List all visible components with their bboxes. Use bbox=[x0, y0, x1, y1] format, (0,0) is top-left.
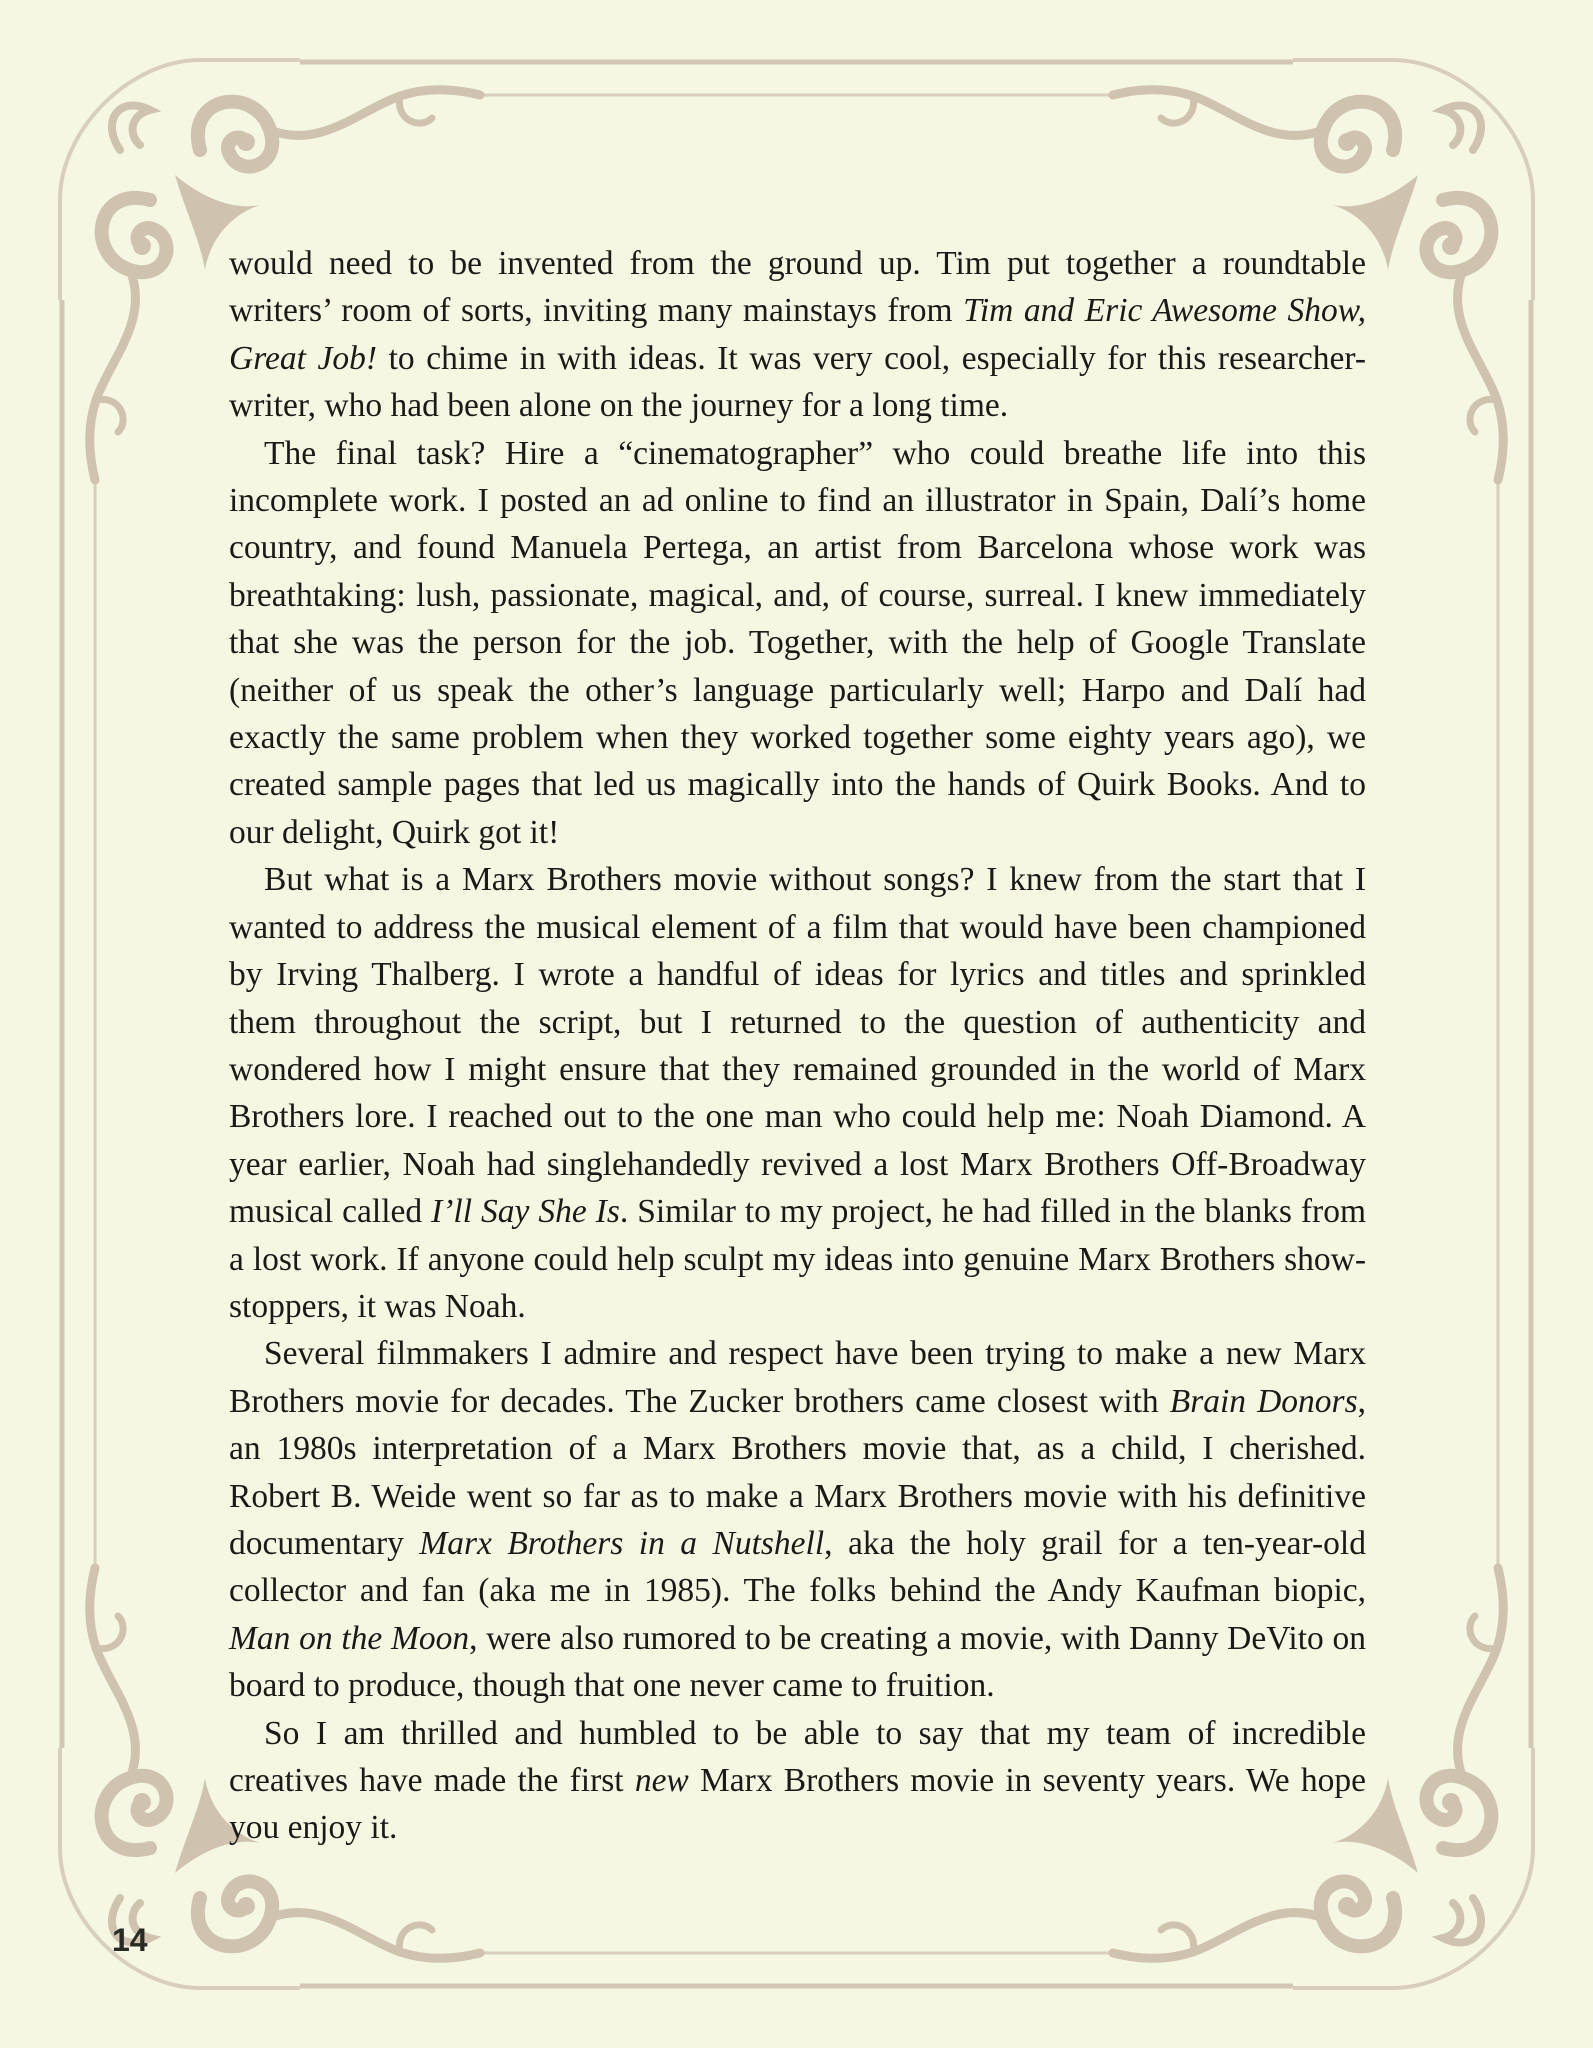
text-run: , an 1980s interpretation of a Marx Brothers movie that, as a child, I cherished. Robert B. Weide went so far as to make a Marx Brothers movie with his definitive documentary bbox=[229, 1382, 1366, 1562]
paragraph bbox=[229, 240, 1366, 430]
text-run: , aka the holy grail for a ten-year-old collector and fan (aka me in 1985). The folks behind the Andy Kaufman biopic, bbox=[229, 1524, 1366, 1610]
italic-title: Tim and Eric Awesome Show, Great Job! bbox=[229, 292, 1367, 377]
body-text bbox=[229, 240, 1366, 1852]
italic-title: Man on the Moon bbox=[229, 1619, 470, 1657]
text-run: Several filmmakers I admire and respect have been trying to make a new Marx Brothers movie for decades. The Zucker brothers came closest with bbox=[229, 1335, 1366, 1420]
text-run: . Similar to my project, he had filled in the blanks from a lost work. If anyone could help sculpt my ideas into genuine Marx Brothers show-stoppers, it was Noah. bbox=[229, 1193, 1367, 1325]
text-run: The final task? Hire a “cinematographer” who could breathe life into this incomplete work. I posted an ad online to find an illustrator in Spain, Dalí’s home country, and found Manuela Pertega, an artist from Barcelona whose work was breathtaking: lush, passionate, magical, and, of course, surreal. I knew immediately that she was the person for the job. Together, with the help of Google Translate (neither of us speak the other’s language particularly well; Harpo and Dalí had exactly the same problem when they worked together some eighty years ago), we created sample pages that led us magically into the hands of Quirk Books. And to our delight, Quirk got it! bbox=[229, 434, 1366, 851]
paragraph bbox=[229, 856, 1366, 1330]
paragraph bbox=[229, 1330, 1366, 1709]
italic-title: Brain Donors bbox=[1169, 1382, 1358, 1420]
italic-title: new bbox=[634, 1762, 689, 1799]
paragraph bbox=[229, 1710, 1366, 1852]
paragraph bbox=[229, 430, 1366, 857]
text-run: would need to be invented from the ground up. Tim put together a roundtable writers’ room of sorts, inviting many mainstays from bbox=[229, 245, 1366, 330]
text-run: But what is a Marx Brothers movie without songs? I knew from the start that I wanted to address the musical element of a film that would have been championed by Irving Thalberg. I wrote a handful of ideas for lyrics and titles and sprinkled them throughout the script, but I returned to the question of authenticity and wondered how I might ensure that they remained grounded in the world of Marx Brothers lore. I reached out to the one man who could help me: Noah Diamond. A year earlier, Noah had singlehandedly revived a lost Marx Brothers Off-Broadway musical called bbox=[229, 861, 1366, 1231]
page-number: 14 bbox=[112, 1922, 148, 1958]
text-run: to chime in with ideas. It was very cool, especially for this researcher-writer, who had been alone on the journey for a long time. bbox=[229, 339, 1366, 425]
text-run: So I am thrilled and humbled to be able to say that my team of incredible creatives have made the first bbox=[229, 1714, 1366, 1799]
text-run: , were also rumored to be creating a movie, with Danny DeVito on board to produce, though that one never came to fruition. bbox=[229, 1619, 1366, 1705]
italic-title: Marx Brothers in a Nutshell bbox=[419, 1524, 825, 1562]
text-run: Marx Brothers movie in seventy years. We hope you enjoy it. bbox=[229, 1762, 1366, 1847]
italic-title: I’ll Say She Is bbox=[431, 1193, 620, 1231]
